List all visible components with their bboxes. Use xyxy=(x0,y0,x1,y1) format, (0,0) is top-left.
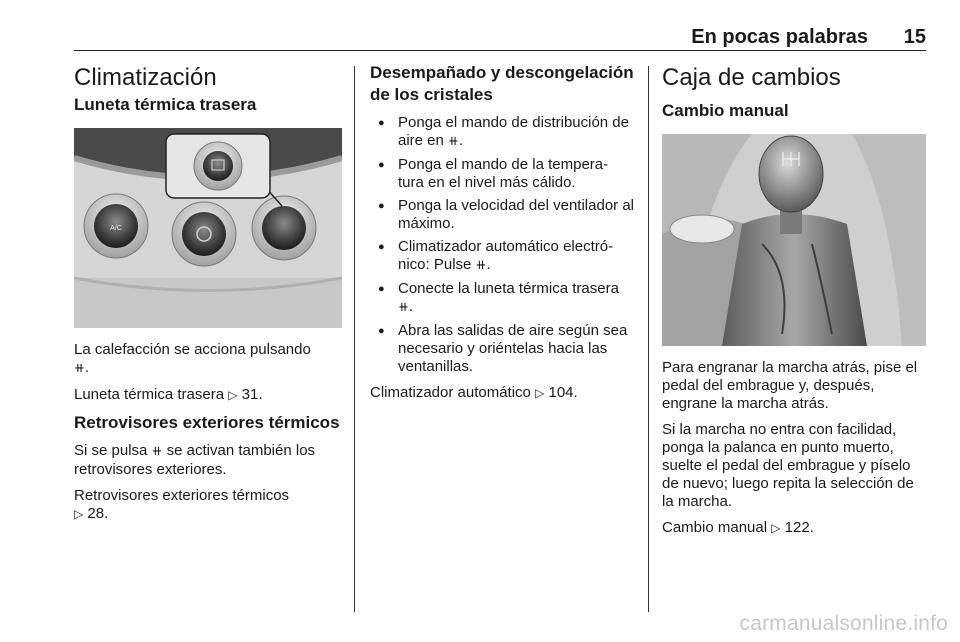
column-divider xyxy=(354,66,355,612)
rear-defrost-icon: ⧺ xyxy=(398,300,409,315)
heading-defrost-windows: Desempañado y descongelación de los cristales xyxy=(370,63,634,104)
ac-label: A/C xyxy=(110,225,122,232)
list-item: ● Ponga la velocidad del ventilador al máximo. xyxy=(370,197,636,233)
list-item: ● Abra las salidas de aire según sea necesario y oriéntelas hacia las ventanillas. xyxy=(370,322,636,376)
reference-rear-window: Luneta térmica trasera ▷ 31. xyxy=(74,386,263,403)
rear-defrost-icon: ⧺ xyxy=(74,361,85,376)
rear-defrost-icon: ⧺ xyxy=(151,444,163,459)
paragraph-reverse-gear: Para engranar la marcha atrás, pise el pedal del embrague y, después, engrane la marcha atrás. xyxy=(662,359,918,412)
section-heading-climatizacion: Climatización xyxy=(74,64,217,91)
page-number: 15 xyxy=(903,26,926,48)
paragraph-gear-not-engaging: Si la marcha no entra con facilidad, ponga la palanca en punto muerto, suelte el pedal del embrague y píselo de nuevo; luego repita la selección de la marcha. xyxy=(662,421,914,510)
reference-manual-gearbox: Cambio manual ▷ 122. xyxy=(662,519,814,536)
page-header xyxy=(74,26,926,51)
list-item: ● Ponga el mando de la tempera- tura en el nivel más cálido. xyxy=(370,156,636,192)
page-reference-icon: ▷ xyxy=(74,507,84,521)
page-reference-icon: ▷ xyxy=(535,386,545,400)
column-divider xyxy=(648,66,649,612)
paragraph-heating-activation: La calefacción se acciona pulsando ⧺. xyxy=(74,341,311,376)
list-item: ● Conecte la luneta térmica trasera ⧺. xyxy=(370,280,636,317)
section-title: En pocas palabras xyxy=(691,26,868,48)
list-item: ● Climatizador automático electró- nico: Pulse ⧺. xyxy=(370,238,636,275)
watermark: carmanualsonline.info xyxy=(739,612,948,635)
column-gearbox xyxy=(662,62,926,537)
page-reference-icon: ▷ xyxy=(228,388,238,402)
column-climate xyxy=(74,62,342,523)
subheading-rear-window-heating: Luneta térmica trasera xyxy=(74,95,257,114)
subheading-manual-gearbox: Cambio manual xyxy=(662,101,789,120)
windscreen-defrost-icon: ⧺ xyxy=(475,258,487,273)
reference-auto-climate: Climatizador automático ▷ 104. xyxy=(370,384,578,401)
defrost-steps-list xyxy=(370,114,636,376)
list-item: ● Ponga el mando de distribución de aire en ⧺. xyxy=(370,114,636,151)
section-heading-gearbox: Caja de cambios xyxy=(662,64,841,91)
climate-controls-image xyxy=(74,128,342,328)
reference-heated-mirrors: Retrovisores exteriores térmicos ▷ 28. xyxy=(74,487,290,522)
paragraph-heated-mirrors: Si se pulsa ⧺ se activan también los retrovisores exteriores. xyxy=(74,442,316,478)
subheading-heated-mirrors: Retrovisores exteriores térmicos xyxy=(74,413,340,432)
gear-lever-image xyxy=(662,134,926,346)
column-defrost xyxy=(370,62,636,402)
page-reference-icon: ▷ xyxy=(771,521,781,535)
windscreen-defrost-icon: ⧺ xyxy=(448,134,459,149)
